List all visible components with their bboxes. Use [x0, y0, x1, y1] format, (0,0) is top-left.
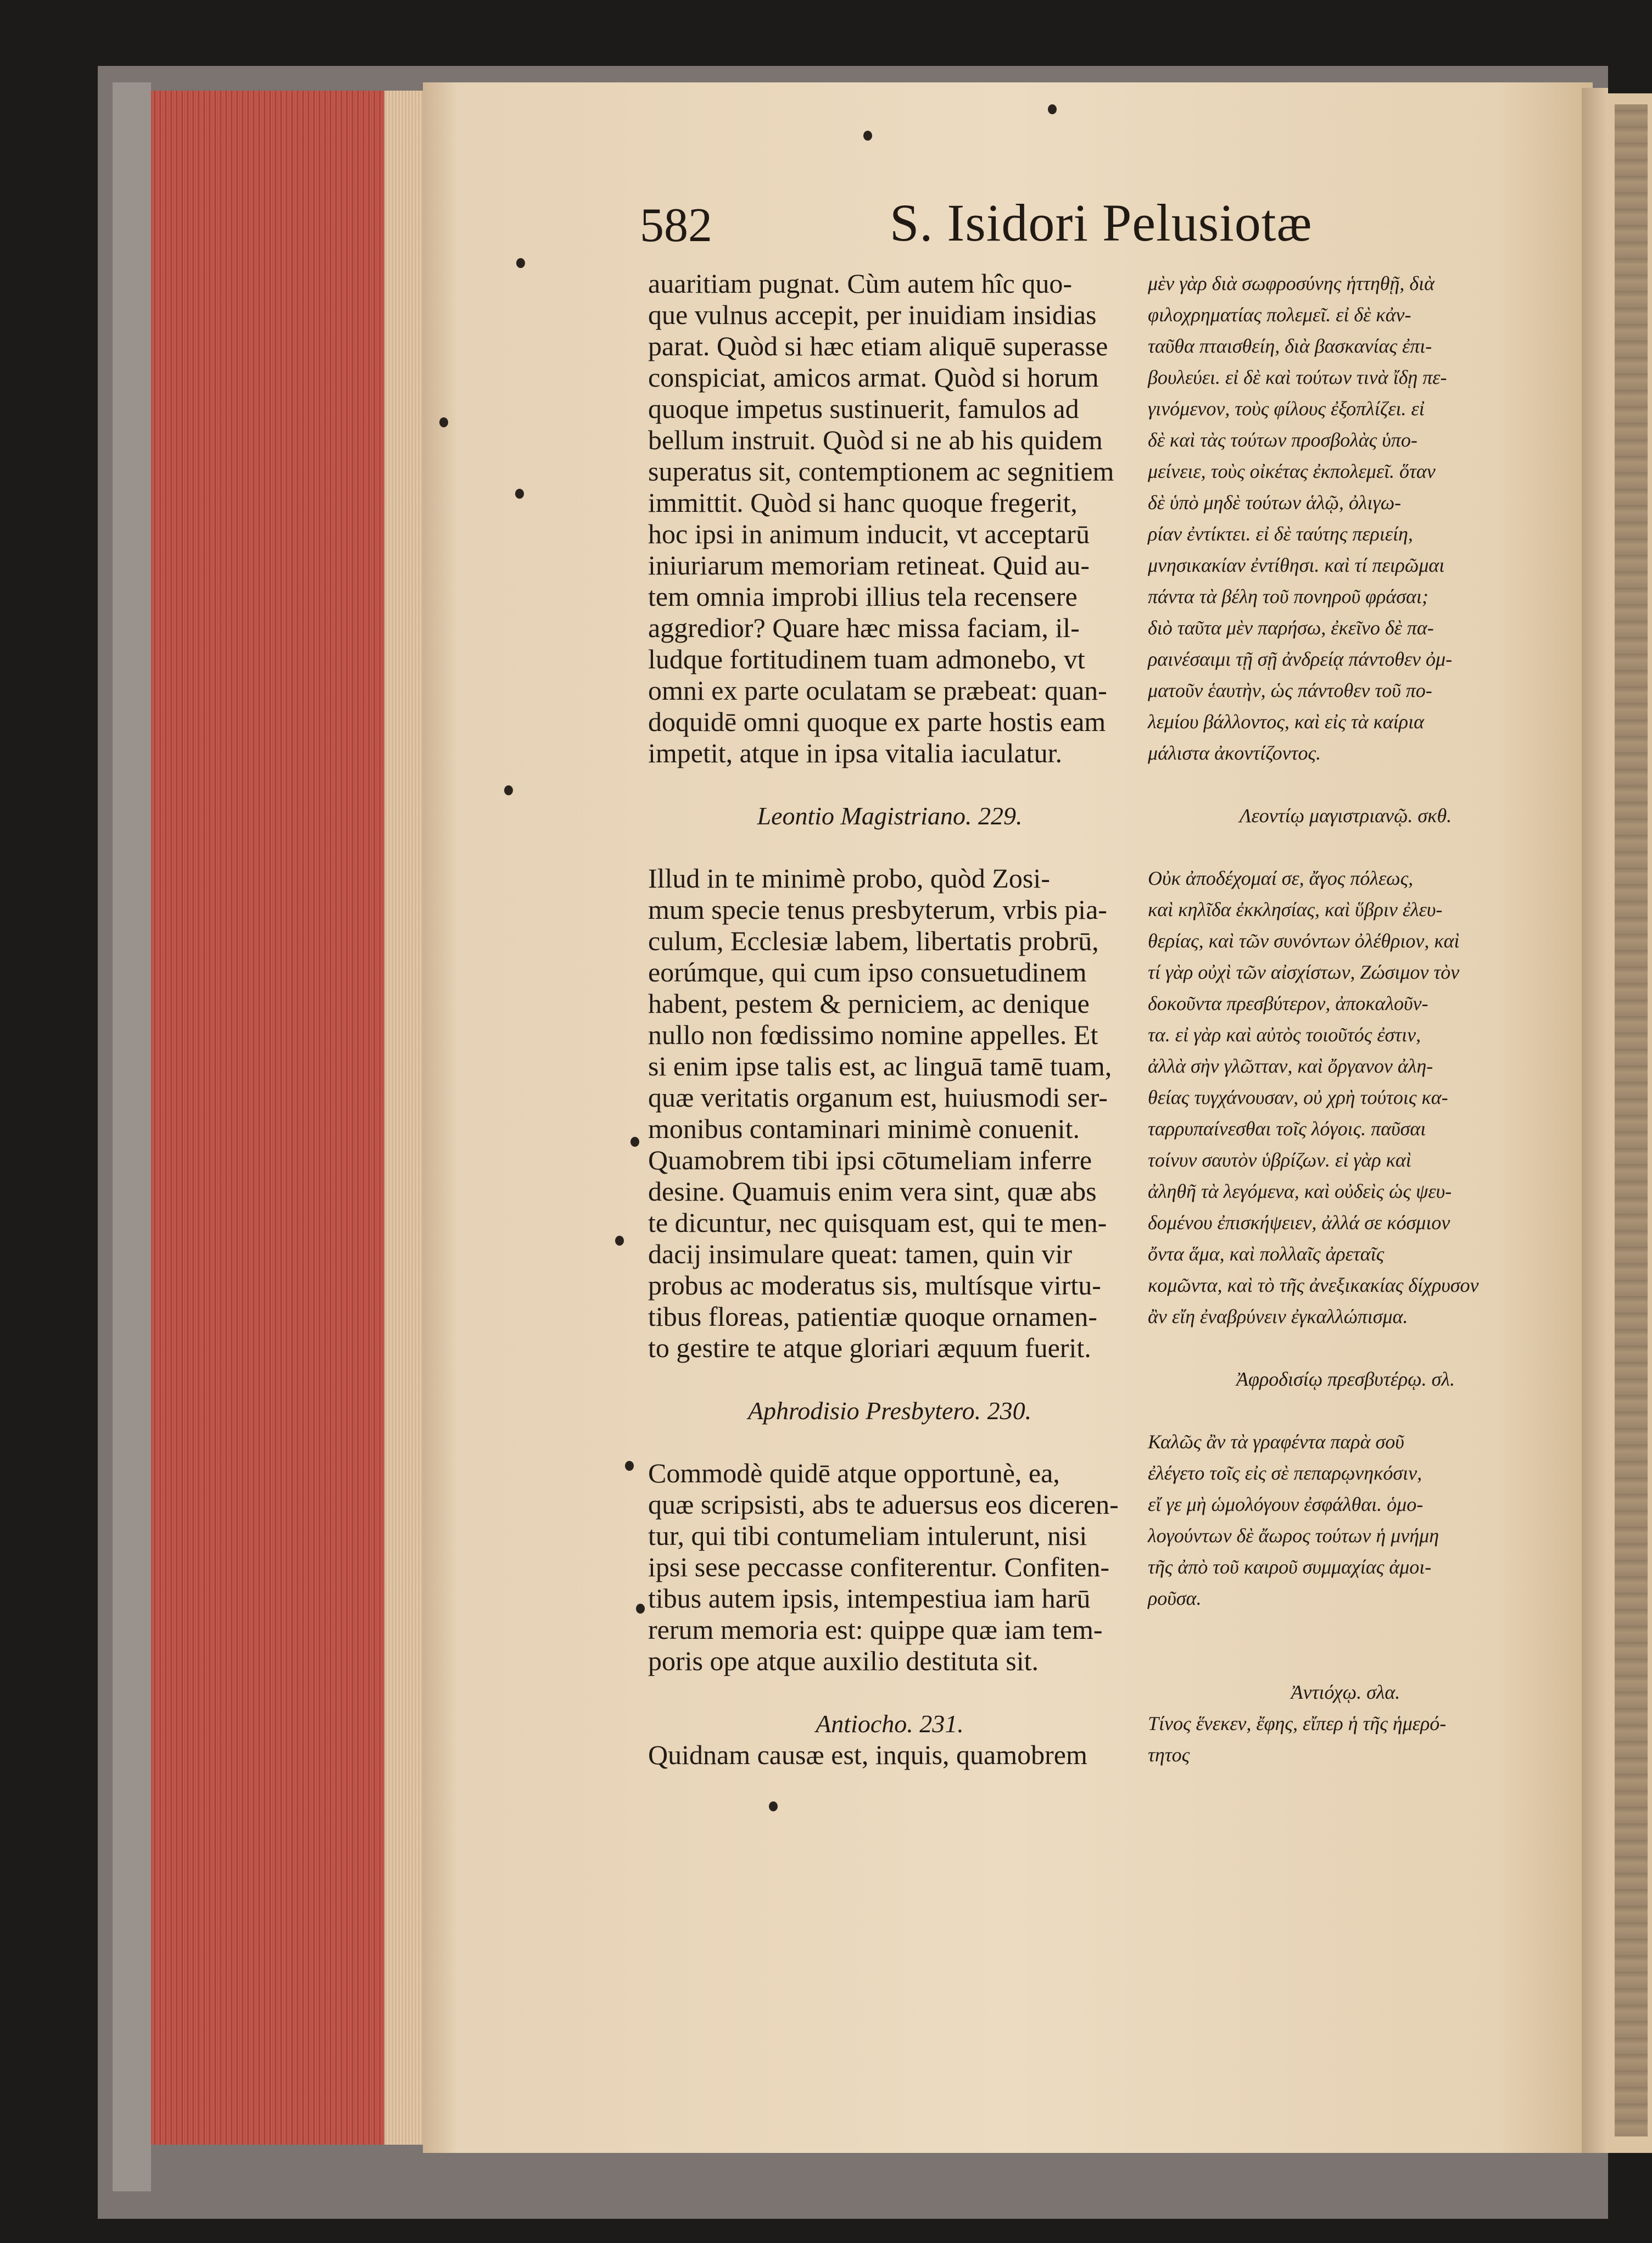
- blank-line: [648, 769, 1131, 800]
- letter-heading: Aphrodisio Presbytero. 230.: [747, 1397, 1032, 1425]
- text-line: Καλῶς ἂν τὰ γραφέντα παρὰ σοῦ: [1148, 1431, 1404, 1453]
- text-line: εἴ γε μὴ ὡμολόγουν ἐσφάλθαι. ὁμο-: [1148, 1493, 1424, 1515]
- text-line: τί γὰρ οὐχὶ τῶν αἰσχίστων, Ζώσιμον τὸν: [1148, 961, 1460, 983]
- latin-column: [648, 268, 1131, 1771]
- text-line: probus ac moderatus sis, multísque virtu-: [648, 1270, 1101, 1301]
- text-line: ipsi sese peccasse confiterentur. Confiten-: [648, 1552, 1109, 1582]
- text-line: omni ex parte oculatam se præbeat: quan-: [648, 675, 1107, 706]
- text-line: dacij insimulare queat: tamen, quin vir: [648, 1238, 1072, 1269]
- text-line: tibus autem ipsis, intempestiua iam harū: [648, 1583, 1091, 1614]
- text-line: aggredior? Quare hæc missa faciam, il-: [648, 612, 1080, 643]
- text-line: βουλεύει. εἰ δὲ καὶ τούτων τινὰ ἴδῃ πε-: [1148, 366, 1447, 388]
- text-line: superatus sit, contemptionem ac segnitiem: [648, 456, 1114, 487]
- blank-line: [1148, 1395, 1543, 1426]
- text-line: ταῦθα πταισθείη, διὰ βασκανίας ἐπι-: [1148, 335, 1432, 357]
- text-line: Illud in te minimè probo, quòd Zosi-: [648, 863, 1050, 894]
- text-line: δὲ καὶ τὰς τούτων προσβολὰς ὑπο-: [1148, 429, 1417, 451]
- text-line: Quamobrem tibi ipsi cōtumeliam inferre: [648, 1145, 1092, 1175]
- text-line: que vulnus accepit, per inuidiam insidias: [648, 299, 1097, 330]
- blank-line: [1148, 1614, 1543, 1645]
- text-line: κομῶντα, καὶ τὸ τῆς ἀνεξικακίας δίχρυσον: [1148, 1274, 1479, 1296]
- text-line: γινόμενον, τοὺς φίλους ἐξοπλίζει. εἰ: [1148, 398, 1425, 420]
- text-line: hoc ipsi in animum inducit, vt acceptarū: [648, 518, 1090, 549]
- letter-heading: Antiocho. 231.: [816, 1710, 964, 1738]
- text-line: Οὐκ ἀποδέχομαί σε, ἄγος πόλεως,: [1148, 867, 1414, 889]
- blank-line: [648, 1677, 1131, 1708]
- text-line: to gestire te atque gloriari æquum fuerit.: [648, 1332, 1091, 1363]
- text-line: τα. εἰ γὰρ καὶ αὐτὸς τοιοῦτός ἐστιν,: [1148, 1024, 1421, 1046]
- text-line: desine. Quamuis enim vera sint, quæ abs: [648, 1176, 1097, 1207]
- ink-spot: [516, 258, 525, 268]
- blank-line: [1148, 769, 1543, 800]
- text-line: immittit. Quòd si hanc quoque fregerit,: [648, 487, 1078, 518]
- text-line: auaritiam pugnat. Cùm autem hîc quo-: [648, 268, 1073, 299]
- blank-line: [648, 832, 1131, 863]
- text-line: καὶ κηλῖδα ἐκκλησίας, καὶ ὕβριν ἐλευ-: [1148, 899, 1443, 920]
- text-line: ἀληθῆ τὰ λεγόμενα, καὶ οὐδεὶς ὡς ψευ-: [1148, 1180, 1452, 1202]
- greek-column: [1148, 268, 1543, 1771]
- text-line: λεμίου βάλλοντος, καὶ εἰς τὰ καίρια: [1148, 711, 1424, 733]
- text-line: ταρρυπαίνεσθαι τοῖς λόγοις. παῦσαι: [1148, 1118, 1426, 1140]
- blank-line: [648, 1364, 1131, 1395]
- text-line: ὄντα ἅμα, καὶ πολλαῖς ἀρεταῖς: [1148, 1243, 1385, 1265]
- ink-spot: [636, 1604, 645, 1614]
- text-line: δὲ ὑπὸ μηδὲ τούτων ἁλῷ, ὀλιγω-: [1148, 492, 1402, 514]
- letter-heading: Leontio Magistriano. 229.: [757, 802, 1023, 830]
- text-line: τητος: [1148, 1744, 1190, 1766]
- text-line: doquidē omni quoque ex parte hostis eam: [648, 706, 1106, 737]
- text-line: ἐλέγετο τοῖς εἰς σὲ πεπαρῳνηκόσιν,: [1148, 1462, 1422, 1484]
- ink-spot: [515, 489, 524, 499]
- text-line: θερίας, καὶ τῶν συνόντων ὀλέθριον, καὶ: [1148, 930, 1460, 952]
- text-line: μάλιστα ἀκοντίζοντος.: [1148, 742, 1321, 764]
- ink-spot: [439, 417, 448, 427]
- ink-spot: [625, 1461, 634, 1471]
- text-line: culum, Ecclesiæ labem, libertatis probrū,: [648, 925, 1099, 956]
- text-line: mum specie tenus presbyterum, vrbis pia-: [648, 894, 1107, 925]
- blank-line: [1148, 1645, 1543, 1677]
- text-line: μνησικακίαν ἐντίθησι. καὶ τί πειρῶμαι: [1148, 554, 1445, 576]
- text-line: rerum memoria est: quippe quæ iam tem-: [648, 1614, 1103, 1645]
- text-line: ἂν εἴη ἐναβρύνειν ἐγκαλλώπισμα.: [1148, 1305, 1408, 1327]
- text-line: διὸ ταῦτα μὲν παρήσω, ἐκεῖνο δὲ πα-: [1148, 617, 1434, 639]
- text-line: si enim ipse talis est, ac linguā tamē tuam,: [648, 1051, 1112, 1081]
- text-line: quæ scripsisti, abs te aduersus eos diceren-: [648, 1489, 1119, 1520]
- blank-line: [1148, 832, 1543, 863]
- text-line: ἀλλὰ σὴν γλῶτταν, καὶ ὄργανον ἀλη-: [1148, 1055, 1433, 1077]
- text-line: δομένου ἐπισκήψειεν, ἀλλά σε κόσμιον: [1148, 1212, 1450, 1234]
- text-line: μείνειε, τοὺς οἰκέτας ἐκπολεμεῖ. ὅταν: [1148, 460, 1436, 482]
- ink-spot: [504, 785, 513, 795]
- board-edge: [113, 82, 151, 2191]
- text-line: eorúmque, qui cum ipso consuetudinem: [648, 957, 1087, 987]
- text-line: τοίνυν σαυτὸν ὑβρίζων. εἰ γὰρ καὶ: [1148, 1149, 1411, 1171]
- text-line: Quidnam causæ est, inquis, quamobrem: [648, 1739, 1087, 1770]
- letter-heading: Ἀφροδισίῳ πρεσβυτέρῳ. σλ.: [1236, 1368, 1455, 1390]
- page-number: 582: [640, 199, 712, 252]
- text-line: iniuriarum memoriam retineat. Quid au-: [648, 550, 1090, 581]
- text-line: θείας τυγχάνουσαν, οὐ χρὴ τούτοις κα-: [1148, 1086, 1448, 1108]
- text-line: ρίαν ἐντίκτει. εἰ δὲ ταύτης περιείη,: [1148, 523, 1413, 545]
- text-line: ludque fortitudinem tuam admonebo, vt: [648, 644, 1085, 674]
- text-line: ροῦσα.: [1148, 1587, 1202, 1609]
- text-line: μὲν γὰρ διὰ σωφροσύνης ἡττηθῇ, διὰ: [1148, 272, 1435, 294]
- text-line: τῆς ἀπὸ τοῦ καιροῦ συμμαχίας ἀμοι-: [1148, 1556, 1432, 1578]
- text-line: πάντα τὰ βέλη τοῦ πονηροῦ φράσαι;: [1148, 585, 1428, 607]
- text-line: te dicuntur, nec quisquam est, qui te men-: [648, 1207, 1107, 1238]
- book-gutter: [1582, 88, 1608, 2153]
- text-line: Τίνος ἕνεκεν, ἔφης, εἴπερ ἡ τῆς ἡμερό-: [1148, 1712, 1447, 1734]
- ink-spot: [630, 1137, 639, 1147]
- text-line: φιλοχρηματίας πολεμεῖ. εἰ δὲ κἀν-: [1148, 304, 1411, 326]
- text-line: tur, qui tibi contumeliam intulerunt, nisi: [648, 1520, 1087, 1551]
- ink-spot: [769, 1801, 778, 1811]
- text-line: parat. Quòd si hæc etiam aliquē superasse: [648, 331, 1108, 361]
- text-line: δοκοῦντα πρεσβύτερον, ἀποκαλοῦν-: [1148, 992, 1428, 1014]
- ink-spot: [1048, 104, 1057, 114]
- text-line: quæ veritatis organum est, huiusmodi ser-: [648, 1082, 1108, 1113]
- text-line: nullo non fœdissimo nomine appelles. Et: [648, 1019, 1098, 1050]
- text-line: habent, pestem & perniciem, ac denique: [648, 988, 1090, 1019]
- text-line: tem omnia improbi illius tela recensere: [648, 581, 1078, 612]
- ink-spot: [615, 1236, 624, 1246]
- text-line: Commodè quidē atque opportunè, ea,: [648, 1458, 1060, 1488]
- text-line: bellum instruit. Quòd si ne ab his quidem: [648, 425, 1103, 455]
- text-line: monibus contaminari minimè conuenit.: [648, 1113, 1080, 1144]
- text-line: tibus floreas, patientiæ quoque ornamen-: [648, 1301, 1097, 1332]
- ink-spot: [863, 131, 872, 141]
- running-head: S. Isidori Pelusiotæ: [890, 193, 1313, 252]
- text-line: conspiciat, amicos armat. Quòd si horum: [648, 362, 1099, 393]
- text-line: ματοῦν ἑαυτὴν, ὡς πάντοθεν τοῦ πο-: [1148, 679, 1432, 701]
- text-line: quoque impetus sustinuerit, famulos ad: [648, 393, 1079, 424]
- blank-line: [1148, 1332, 1543, 1364]
- letter-heading: Λεοντίῳ μαγιστριανῷ. σκθ.: [1239, 805, 1452, 827]
- text-line: λογούντων δὲ ἄωρος τούτων ἡ μνήμη: [1148, 1525, 1439, 1547]
- facing-page-shadow: [1615, 104, 1648, 2136]
- letter-heading: Ἀντιόχῳ. σλα.: [1291, 1681, 1400, 1703]
- text-line: impetit, atque in ipsa vitalia iaculatur.: [648, 738, 1062, 768]
- text-line: ραινέσαιμι τῇ σῇ ἀνδρείᾳ πάντοθεν ὀμ-: [1148, 648, 1453, 670]
- text-line: poris ope atque auxilio destituta sit.: [648, 1645, 1039, 1676]
- blank-line: [648, 1426, 1131, 1458]
